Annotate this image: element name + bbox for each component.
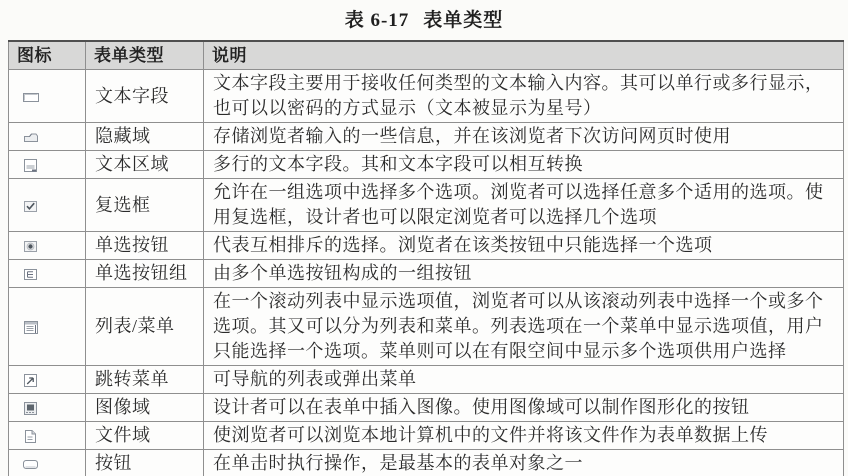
form-type-description: 允许在一组选项中选择多个选项。浏览者可以选择任意多个适用的选项。使用复选框，设计者也可以限定浏览者可以选择几个选项 — [204, 179, 844, 232]
form-type-description: 在单击时执行操作，是最基本的表单对象之一 — [204, 450, 844, 476]
icon-cell — [9, 288, 86, 366]
table-title-text: 表单类型 — [423, 10, 504, 31]
icon-cell — [9, 232, 86, 260]
form-type-description: 由多个单选按钮构成的一组按钮 — [204, 260, 844, 288]
table-row — [9, 422, 844, 450]
icon-cell — [9, 179, 86, 232]
form-type-label: 列表/菜单 — [86, 288, 204, 366]
form-type-label: 文本字段 — [86, 70, 204, 123]
icon-cell — [9, 422, 86, 450]
table-row — [9, 288, 844, 366]
form-type-label: 图像域 — [86, 394, 204, 422]
icon-cell — [9, 450, 86, 476]
form-type-label: 复选框 — [86, 179, 204, 232]
icon-cell — [9, 151, 86, 179]
file-field-icon — [21, 428, 41, 445]
table-row — [9, 366, 844, 394]
header-cell-icon: 图标 — [9, 41, 86, 70]
image-field-icon — [21, 400, 41, 417]
form-type-label: 按钮 — [86, 450, 204, 476]
form-types-table — [8, 40, 844, 476]
header-cell-desc: 说明 — [204, 41, 844, 70]
form-type-label: 单选按钮 — [86, 232, 204, 260]
form-type-label: 隐藏域 — [86, 123, 204, 151]
jump-menu-icon — [21, 372, 41, 389]
table-number: 表 6-17 — [344, 10, 410, 31]
form-type-description: 代表互相排斥的选择。浏览者在该类按钮中只能选择一个选项 — [204, 232, 844, 260]
table-row — [9, 179, 844, 232]
table-row — [9, 394, 844, 422]
form-type-description: 设计者可以在表单中插入图像。使用图像域可以制作图形化的按钮 — [204, 394, 844, 422]
table-row — [9, 450, 844, 476]
form-type-description: 存储浏览者输入的一些信息，并在该浏览者下次访问网页时使用 — [204, 123, 844, 151]
form-type-description: 文本字段主要用于接收任何类型的文本输入内容。其可以单行或多行显示，也可以以密码的方式显示（文本被显示为星号） — [204, 70, 844, 123]
form-type-label: 文件域 — [86, 422, 204, 450]
form-type-label: 文本区域 — [86, 151, 204, 179]
table-row — [9, 232, 844, 260]
table-row — [9, 260, 844, 288]
icon-cell — [9, 123, 86, 151]
table-row — [9, 151, 844, 179]
form-type-description: 在一个滚动列表中显示选项值，浏览者可以从该滚动列表中选择一个或多个选项。其又可以分为列表和菜单。列表选项在一个菜单中显示选项值，用户只能选择一个选项。菜单则可以在有限空间中显示多个选项供用户选择 — [204, 288, 844, 366]
checkbox-icon — [21, 198, 41, 215]
table-caption — [0, 0, 848, 33]
hidden-field-icon — [21, 129, 41, 146]
textarea-icon — [21, 157, 41, 174]
icon-cell — [9, 394, 86, 422]
text-field-icon — [21, 89, 41, 106]
form-type-label: 单选按钮组 — [86, 260, 204, 288]
form-type-description: 多行的文本字段。其和文本字段可以相互转换 — [204, 151, 844, 179]
form-type-label: 跳转菜单 — [86, 366, 204, 394]
radio-button-icon — [21, 238, 41, 255]
form-type-description: 可导航的列表或弹出菜单 — [204, 366, 844, 394]
button-icon — [21, 456, 41, 473]
icon-cell — [9, 366, 86, 394]
header-row — [9, 41, 844, 70]
list-menu-icon — [21, 319, 41, 336]
header-cell-type: 表单类型 — [86, 41, 204, 70]
form-type-description: 使浏览者可以浏览本地计算机中的文件并将该文件作为表单数据上传 — [204, 422, 844, 450]
table-row — [9, 70, 844, 123]
icon-cell — [9, 70, 86, 123]
icon-cell — [9, 260, 86, 288]
radio-group-icon — [21, 266, 41, 283]
table-row — [9, 123, 844, 151]
